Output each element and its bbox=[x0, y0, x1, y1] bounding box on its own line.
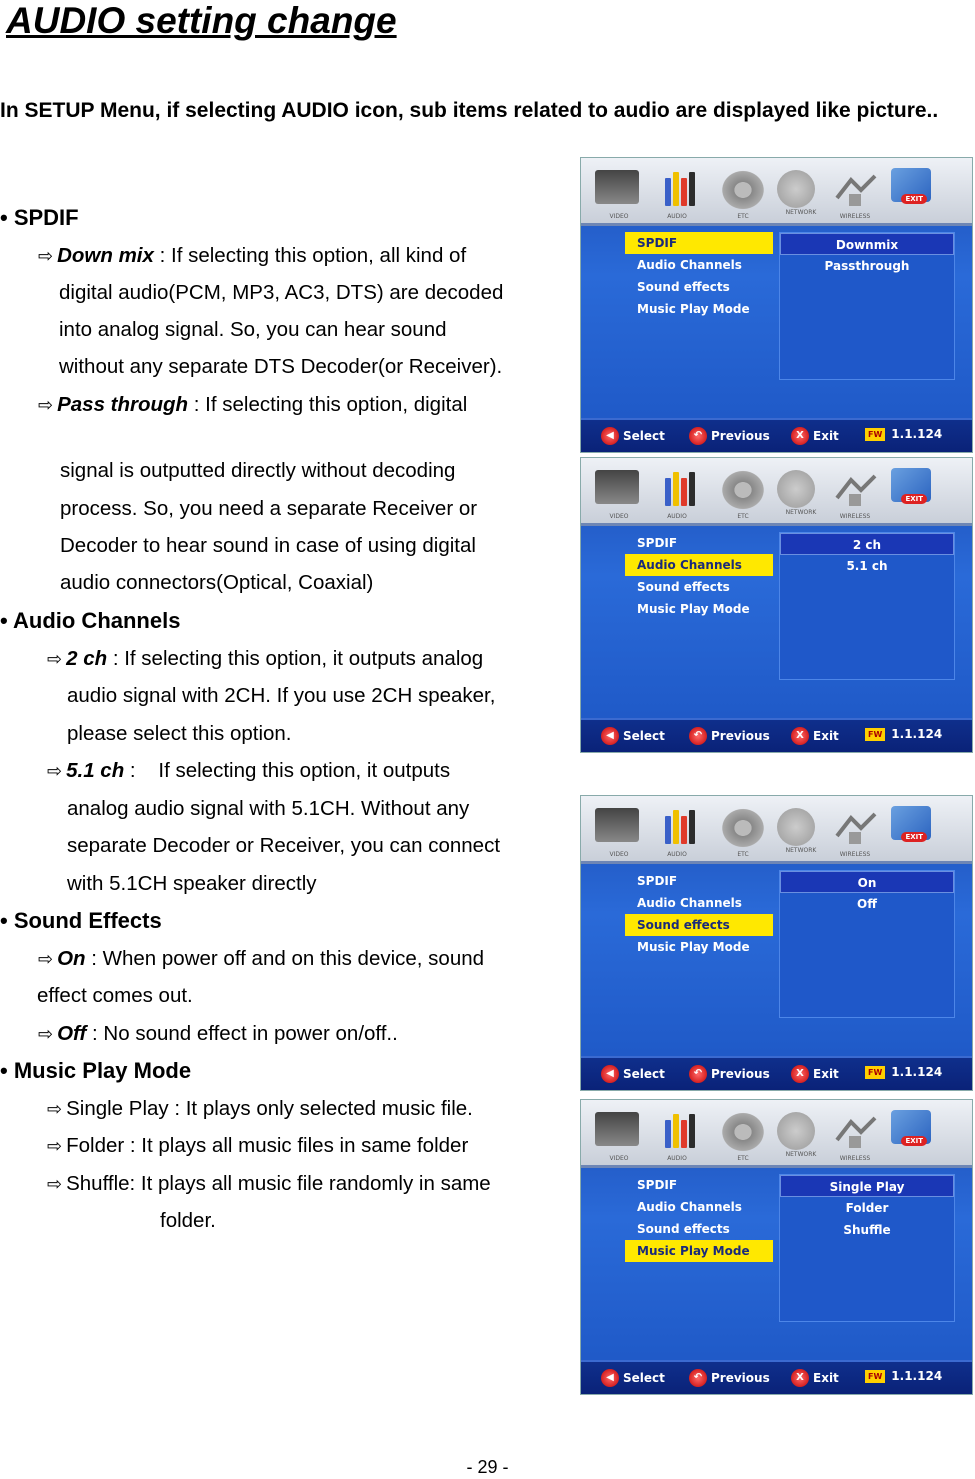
wireless-icon[interactable] bbox=[831, 168, 879, 220]
exit-icon[interactable] bbox=[891, 468, 931, 502]
exit-hint: X Exit bbox=[791, 1065, 839, 1083]
icon-label: AUDIO bbox=[667, 1155, 687, 1162]
tv-icon[interactable] bbox=[595, 806, 643, 858]
audio-icon[interactable] bbox=[653, 806, 701, 858]
menu-item[interactable]: Music Play Mode bbox=[637, 602, 750, 616]
music-line-4: folder. bbox=[160, 1209, 216, 1232]
icon-label: VIDEO bbox=[609, 851, 629, 858]
music-heading: • Music Play Mode bbox=[0, 1058, 192, 1083]
ch2-line-3: please select this option. bbox=[67, 722, 292, 745]
passthrough-line-4: Decoder to hear sound in case of using digital bbox=[60, 534, 476, 557]
globe-icon[interactable] bbox=[777, 808, 817, 854]
previous-hint: ↶ Previous bbox=[689, 727, 770, 745]
previous-hint: ↶ Previous bbox=[689, 1065, 770, 1083]
icon-bar bbox=[581, 158, 972, 226]
options-panel bbox=[779, 870, 955, 1018]
effects-off-line-1: ⇨ Off : No sound effect in power on/off.. bbox=[38, 1022, 398, 1045]
wireless-icon[interactable] bbox=[831, 468, 879, 520]
music-line-1: ⇨ Single Play : It plays only selected music file. bbox=[47, 1097, 473, 1120]
icon-label: AUDIO bbox=[667, 513, 687, 520]
icon-label: ETC bbox=[737, 851, 749, 858]
ch51-line-2: analog audio signal with 5.1CH. Without any bbox=[67, 797, 470, 820]
exit-button-icon: X bbox=[791, 727, 809, 745]
icon-label: VIDEO bbox=[609, 213, 629, 220]
fw-badge: FW bbox=[865, 728, 885, 741]
menu-item[interactable]: SPDIF bbox=[637, 536, 678, 550]
tv-screen bbox=[595, 470, 639, 504]
exit-tag: EXIT bbox=[901, 1136, 927, 1146]
firmware-version: FW 1.1.124 bbox=[865, 1065, 942, 1079]
icon-label: NETWORK bbox=[785, 1151, 817, 1158]
previous-button-icon: ↶ bbox=[689, 1065, 707, 1083]
menu-item[interactable]: Music Play Mode bbox=[625, 1240, 773, 1262]
icon-label: NETWORK bbox=[785, 847, 817, 854]
gear-icon[interactable] bbox=[719, 806, 767, 858]
screenshot-sound-effects bbox=[580, 795, 973, 1091]
option-item[interactable]: On bbox=[780, 871, 954, 893]
spdif-heading: • SPDIF bbox=[0, 205, 79, 230]
menu-item[interactable]: Audio Channels bbox=[625, 554, 773, 576]
intro-text: In SETUP Menu, if selecting AUDIO icon, sub items related to audio are displayed like picture.. bbox=[0, 99, 939, 122]
menu-item[interactable]: Sound effects bbox=[637, 280, 730, 294]
passthrough-line-2: signal is outputted directly without decoding bbox=[60, 459, 456, 482]
bottom-bar bbox=[581, 1056, 972, 1090]
audio-icon[interactable] bbox=[653, 468, 701, 520]
tv-icon[interactable] bbox=[595, 168, 643, 220]
icon-label: WIRELESS bbox=[839, 213, 871, 220]
exit-icon[interactable] bbox=[891, 806, 931, 840]
icon-label: VIDEO bbox=[609, 513, 629, 520]
gear-icon[interactable] bbox=[719, 168, 767, 220]
select-hint: ◀ Select bbox=[601, 727, 665, 745]
option-item[interactable]: 5.1 ch bbox=[846, 559, 888, 573]
exit-tag: EXIT bbox=[901, 494, 927, 504]
exit-tag: EXIT bbox=[901, 832, 927, 842]
exit-button-icon: X bbox=[791, 1369, 809, 1387]
select-button-icon: ◀ bbox=[601, 1065, 619, 1083]
option-item[interactable]: Shuffle bbox=[843, 1223, 891, 1237]
passthrough-line-3: process. So, you need a separate Receiver or bbox=[60, 497, 478, 520]
downmix-line-4: without any separate DTS Decoder(or Receiver). bbox=[59, 355, 503, 378]
option-item[interactable]: Single Play bbox=[780, 1175, 954, 1197]
effects-heading: • Sound Effects bbox=[0, 908, 162, 933]
options-panel bbox=[779, 1174, 955, 1322]
globe-icon[interactable] bbox=[777, 170, 817, 216]
menu-item[interactable]: Sound effects bbox=[637, 580, 730, 594]
menu-item[interactable]: Audio Channels bbox=[637, 1200, 742, 1214]
option-item[interactable]: Folder bbox=[845, 1201, 889, 1215]
wireless-icon[interactable] bbox=[831, 1110, 879, 1162]
arrow-icon: ⇨ bbox=[38, 1024, 54, 1045]
menu-item[interactable]: SPDIF bbox=[637, 1178, 678, 1192]
passthrough-line-5: audio connectors(Optical, Coaxial) bbox=[60, 571, 374, 594]
ch2-line-1: ⇨ 2 ch : If selecting this option, it outputs analog bbox=[47, 647, 484, 670]
effects-on-line-2: effect comes out. bbox=[37, 984, 193, 1007]
globe-icon[interactable] bbox=[777, 470, 817, 516]
exit-icon[interactable] bbox=[891, 1110, 931, 1144]
options-panel bbox=[779, 532, 955, 680]
menu-list bbox=[625, 232, 773, 320]
icon-label: WIRELESS bbox=[839, 851, 871, 858]
menu-list bbox=[625, 532, 773, 620]
page-number: - 29 - bbox=[466, 1457, 509, 1477]
firmware-version: FW 1.1.124 bbox=[865, 727, 942, 741]
select-button-icon: ◀ bbox=[601, 1369, 619, 1387]
downmix-line-3: into analog signal. So, you can hear sound bbox=[59, 318, 447, 341]
icon-label: AUDIO bbox=[667, 213, 687, 220]
ch51-line-3: separate Decoder or Receiver, you can connect bbox=[67, 834, 501, 857]
menu-item[interactable]: Sound effects bbox=[625, 914, 773, 936]
arrow-icon: ⇨ bbox=[47, 1174, 63, 1195]
tv-screen bbox=[595, 808, 639, 842]
icon-label: ETC bbox=[737, 513, 749, 520]
firmware-version: FW 1.1.124 bbox=[865, 427, 942, 441]
arrow-icon: ⇨ bbox=[47, 761, 63, 782]
wireless-icon[interactable] bbox=[831, 806, 879, 858]
icon-label: VIDEO bbox=[609, 1155, 629, 1162]
menu-list bbox=[625, 870, 773, 958]
effects-on-line-1: ⇨ On : When power off and on this device, sound bbox=[38, 947, 485, 970]
bottom-bar bbox=[581, 718, 972, 752]
select-hint: ◀ Select bbox=[601, 427, 665, 445]
arrow-icon: ⇨ bbox=[47, 1136, 63, 1157]
exit-button-icon: X bbox=[791, 1065, 809, 1083]
fw-badge: FW bbox=[865, 1066, 885, 1079]
arrow-icon: ⇨ bbox=[47, 1099, 63, 1120]
arrow-icon: ⇨ bbox=[38, 949, 54, 970]
downmix-line-2: digital audio(PCM, MP3, AC3, DTS) are decoded bbox=[59, 281, 504, 304]
bottom-bar bbox=[581, 418, 972, 452]
icon-label: NETWORK bbox=[785, 209, 817, 216]
ch51-line-4: with 5.1CH speaker directly bbox=[67, 872, 317, 895]
menu-item[interactable]: Music Play Mode bbox=[637, 940, 750, 954]
fw-badge: FW bbox=[865, 428, 885, 441]
audio-icon[interactable] bbox=[653, 1110, 701, 1162]
icon-bar bbox=[581, 458, 972, 526]
menu-item[interactable]: SPDIF bbox=[625, 232, 773, 254]
icon-bar bbox=[581, 796, 972, 864]
globe-icon[interactable] bbox=[777, 1112, 817, 1158]
icon-bar bbox=[581, 1100, 972, 1168]
select-button-icon: ◀ bbox=[601, 727, 619, 745]
arrow-icon: ⇨ bbox=[47, 649, 63, 670]
screenshot-spdif bbox=[580, 157, 973, 453]
icon-label: ETC bbox=[737, 1155, 749, 1162]
option-item[interactable]: 2 ch bbox=[780, 533, 954, 555]
arrow-icon: ⇨ bbox=[38, 395, 54, 416]
menu-item[interactable]: Audio Channels bbox=[637, 896, 742, 910]
screenshot-audio-channels bbox=[580, 457, 973, 753]
exit-tag: EXIT bbox=[901, 194, 927, 204]
screenshot-music-play-mode bbox=[580, 1099, 973, 1395]
previous-hint: ↶ Previous bbox=[689, 1369, 770, 1387]
exit-hint: X Exit bbox=[791, 727, 839, 745]
exit-icon[interactable] bbox=[891, 168, 931, 202]
select-hint: ◀ Select bbox=[601, 1369, 665, 1387]
gear-icon[interactable] bbox=[719, 1110, 767, 1162]
firmware-version: FW 1.1.124 bbox=[865, 1369, 942, 1383]
menu-list bbox=[625, 1174, 773, 1262]
previous-hint: ↶ Previous bbox=[689, 427, 770, 445]
tv-screen bbox=[595, 170, 639, 204]
icon-label: NETWORK bbox=[785, 509, 817, 516]
menu-item[interactable]: Music Play Mode bbox=[637, 302, 750, 316]
select-button-icon: ◀ bbox=[601, 427, 619, 445]
menu-item[interactable]: SPDIF bbox=[637, 874, 678, 888]
music-line-2: ⇨ Folder : It plays all music files in same folder bbox=[47, 1134, 469, 1157]
previous-button-icon: ↶ bbox=[689, 727, 707, 745]
option-item[interactable]: Off bbox=[857, 897, 877, 911]
previous-button-icon: ↶ bbox=[689, 427, 707, 445]
exit-hint: X Exit bbox=[791, 427, 839, 445]
tv-icon[interactable] bbox=[595, 468, 643, 520]
previous-button-icon: ↶ bbox=[689, 1369, 707, 1387]
icon-label: WIRELESS bbox=[839, 1155, 871, 1162]
music-line-3: ⇨ Shuffle: It plays all music file randomly in same bbox=[47, 1172, 491, 1195]
ch2-line-2: audio signal with 2CH. If you use 2CH speaker, bbox=[67, 684, 496, 707]
icon-label: AUDIO bbox=[667, 851, 687, 858]
downmix-line-1: ⇨ Down mix : If selecting this option, all kind of bbox=[38, 244, 467, 267]
menu-item[interactable]: Sound effects bbox=[637, 1222, 730, 1236]
tv-screen bbox=[595, 1112, 639, 1146]
option-item[interactable]: Downmix bbox=[780, 233, 954, 255]
arrow-icon: ⇨ bbox=[38, 246, 54, 267]
icon-label: WIRELESS bbox=[839, 513, 871, 520]
page-title: AUDIO setting change bbox=[6, 0, 397, 41]
icon-label: ETC bbox=[737, 213, 749, 220]
audio-icon[interactable] bbox=[653, 168, 701, 220]
fw-badge: FW bbox=[865, 1370, 885, 1383]
bottom-bar bbox=[581, 1360, 972, 1394]
select-hint: ◀ Select bbox=[601, 1065, 665, 1083]
channels-heading: • Audio Channels bbox=[0, 608, 181, 633]
option-item[interactable]: Passthrough bbox=[824, 259, 910, 273]
passthrough-line-1: ⇨ Pass through : If selecting this option, digital bbox=[38, 393, 468, 416]
menu-item[interactable]: Audio Channels bbox=[637, 258, 742, 272]
ch51-line-1: ⇨ 5.1 ch : If selecting this option, it outputs bbox=[47, 759, 451, 782]
exit-hint: X Exit bbox=[791, 1369, 839, 1387]
tv-icon[interactable] bbox=[595, 1110, 643, 1162]
gear-icon[interactable] bbox=[719, 468, 767, 520]
exit-button-icon: X bbox=[791, 427, 809, 445]
options-panel bbox=[779, 232, 955, 380]
